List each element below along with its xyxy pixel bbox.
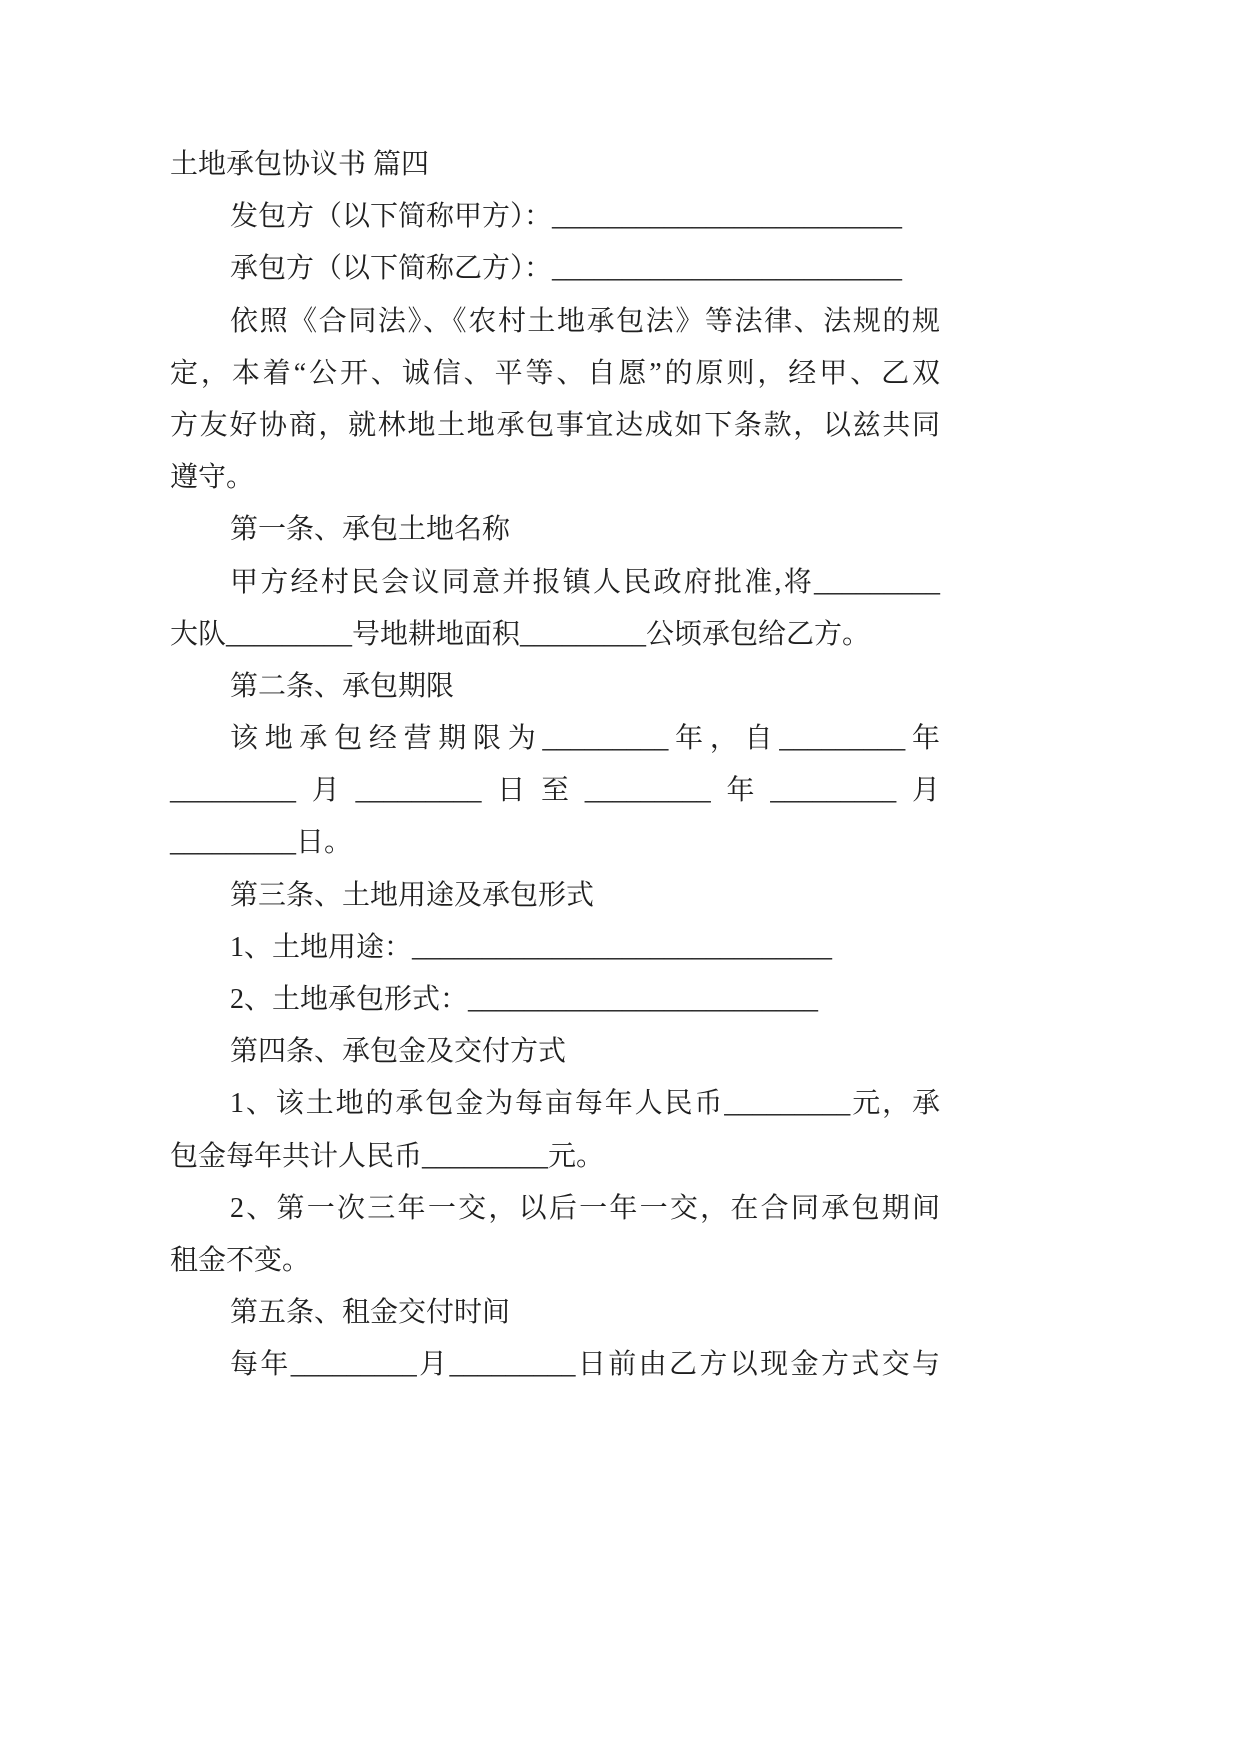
- article-heading: 第三条、土地用途及承包形式: [230, 879, 595, 911]
- preamble-paragraph: [170, 296, 940, 505]
- article-1: [170, 504, 940, 661]
- article-body-line: 2、第一次三年一交，以后一年一交，在合同承包期间: [230, 1192, 940, 1224]
- preamble-line: 方友好协商，就林地土地承包事宜达成如下条款，以兹共同: [170, 409, 940, 441]
- article-body-line: 1、该土地的承包金为每亩每年人民币_________元，承: [230, 1088, 940, 1120]
- article-3: [170, 870, 940, 1027]
- article-4: [170, 1026, 940, 1287]
- land-use-line: 1、土地用途：______________________________: [230, 931, 833, 963]
- article-body-line: _________日。: [170, 827, 353, 859]
- article-heading: 第四条、承包金及交付方式: [230, 1036, 567, 1068]
- preamble-line: 遵守。: [170, 462, 255, 494]
- article-2: [170, 661, 940, 870]
- article-body-line: 每年_________月_________日前由乙方以现金方式交与: [230, 1349, 940, 1381]
- article-5: [170, 1287, 940, 1391]
- article-body-line: 甲方经村民会议同意并报镇人民政府批准,将_________: [230, 566, 940, 598]
- article-heading: 第五条、租金交付时间: [230, 1297, 511, 1329]
- party-b-line: 承包方（以下简称乙方）：_________________________: [230, 253, 903, 285]
- preamble-line: 依照《合同法》、《农村土地承包法》等法律、法规的规: [230, 305, 940, 337]
- document-body: [170, 139, 940, 1392]
- contract-form-line: 2、土地承包形式：_________________________: [230, 984, 819, 1015]
- article-body-line: _________月_________日至_________年_________月: [170, 775, 940, 807]
- article-body-line: 租金不变。: [170, 1244, 311, 1276]
- article-body-line: 该地承包经营期限为_________年，自_________年: [230, 723, 940, 755]
- article-body-line: 大队_________号地耕地面积_________公顷承包给乙方。: [170, 618, 871, 650]
- article-heading: 第二条、承包期限: [230, 670, 455, 702]
- article-heading: 第一条、承包土地名称: [230, 514, 511, 546]
- preamble-line: 定，本着“公开、诚信、平等、自愿”的原则，经甲、乙双: [170, 357, 940, 389]
- article-body-line: 包金每年共计人民币_________元。: [170, 1140, 605, 1172]
- document-title: 土地承包协议书 篇四: [170, 149, 430, 180]
- party-a-line: 发包方（以下简称甲方）：_________________________: [230, 201, 903, 233]
